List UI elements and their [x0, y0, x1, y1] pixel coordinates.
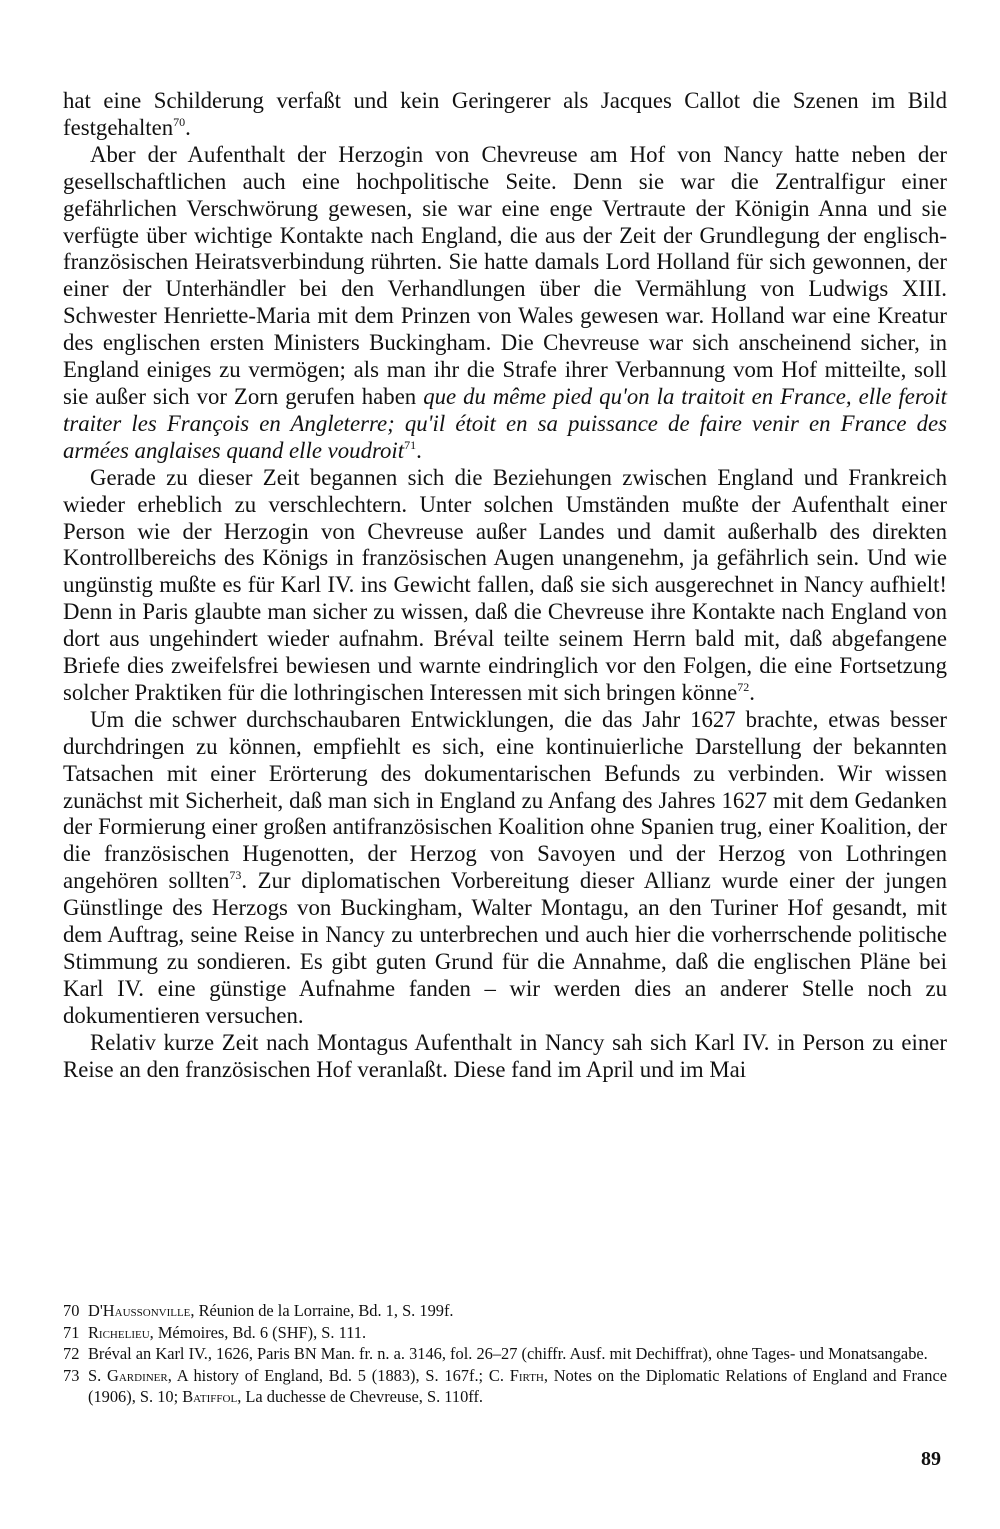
footnote-number: 70 — [63, 1301, 80, 1320]
footnote-reference[interactable]: 73 — [229, 868, 242, 883]
footnote-number: 72 — [63, 1344, 80, 1363]
footnote-author: D'Haussonville — [88, 1301, 191, 1320]
paragraph: Relativ kurze Zeit nach Montagus Aufenthalt in Nancy sah sich Karl IV. in Person zu einer Reise an den französischen Hof veranlaßt. Diese fand im April und im Mai — [63, 1029, 947, 1082]
footnote-number: 73 — [63, 1365, 80, 1385]
footnote: 71 Richelieu, Mémoires, Bd. 6 (SHF), S. 111. — [63, 1322, 367, 1342]
footnote: 73 S. Gardiner, A history of England, Bd. 5 (1883), S. 167f.; C. Firth, Notes on the Diplomatic Relations of England and France (1906), S. 10; Batiffol, La duchesse de Chevreuse, S. 110ff. — [63, 1365, 947, 1406]
page-number: 89 — [921, 1448, 941, 1470]
footnote: 72 Bréval an Karl IV., 1626, Paris BN Man. fr. n. a. 3146, fol. 26–27 (chiffr. Ausf. mit Dechiffrat), ohne Tages- und Monatsangabe. — [63, 1344, 928, 1363]
footnote-reference[interactable]: 71 — [404, 437, 417, 452]
footnote-author: S. Gardiner — [88, 1365, 168, 1385]
footnote-reference[interactable]: 70 — [173, 114, 186, 129]
footnote-number: 71 — [63, 1322, 80, 1342]
paragraph: Um die schwer durchschaubaren Entwicklungen, die das Jahr 1627 brachte, etwas besser durchdringen zu können, empfiehlt es sich, eine kontinuierliche Darstellung der bekannten Tatsachen mit einer Erörterung des dokumentarischen Befunds zu verbinden. Wir wissen zunächst mit Sicherheit, daß man sich in England zu Anfang des Jahres 1627 mit dem Gedanken der Formierung einer großen antifranzösischen Koalition ohne Spanien trug, einer Koalition, der die französischen Hugenotten, der Herzog von Savoyen und der Herzog von Lothringen angehören sollten$^{73}$. Zur diplomatischen Vorbereitung dieser Allianz wurde einer der jungen Günstlinge des Herzogs von Buckingham, Walter Montagu, an den Turiner Hof gesandt, mit dem Auftrag, seine Reise in Nancy zu unterbrechen und auch hier die vorherrschende politische Stimmung zu sondieren. Es gibt guten Grund für die Annahme, daß die englischen Pläne bei Karl IV. eine günstige Aufnahme fanden – wir werden dies an anderer Stelle noch zu dokumentieren versuchen. — [63, 706, 947, 1028]
footnote-author: Richelieu — [88, 1322, 150, 1342]
footnote-author: Batiffol — [182, 1387, 238, 1406]
footnote-author: C. Firth — [488, 1365, 544, 1385]
footnote-reference[interactable]: 72 — [737, 679, 750, 694]
paragraph: Gerade zu dieser Zeit begannen sich die Beziehungen zwischen England und Frankreich wieder erheblich zu verschlechtern. Unter solchen Umständen mußte der Aufenthalt einer Person wie der Herzogin von Chevreuse außer Landes und damit außerhalb des direkten Kontrollbereichs des Königs in französischen Augen unangenehm, ja gefährlich sein. Und wie ungünstig mußte es für Karl IV. ins Gewicht fallen, daß sie sich ausgerechnet in Nancy aufhielt! Denn in Paris glaubte man sicher zu wissen, daß die Chevreuse ihre Kontakte nach England von dort aus ungehindert wieder aufnahm. Bréval teilte seinem Herrn bald mit, daß abgefangene Briefe dies zweifelsfrei bewiesen und warnte eindringlich vor den Folgen, die eine Fortsetzung solcher Praktiken für die lothringischen Interessen mit sich bringen könne$^{72}$. — [63, 464, 947, 705]
footnotes — [63, 1300, 947, 1408]
body-text — [63, 88, 947, 1084]
footnote: 70 D'Haussonville, Réunion de la Lorraine, Bd. 1, S. 199f. — [63, 1301, 454, 1320]
paragraph: Aber der Aufenthalt der Herzogin von Chevreuse am Hof von Nancy hatte neben der gesellschaftlichen auch eine hochpolitische Seite. Denn sie war die Zentralfigur einer gefährlichen Verschwörung gewesen, sie war eine enge Vertraute der Königin Anna und sie verfügte über wichtige Kontakte nach England, die aus der Zeit der Grundlegung der englisch-französischen Heiratsverbindung rührten. Sie hatte damals Lord Holland für sich gewonnen, der einer der Unterhändler bei den Verhandlungen über die Vermählung von Ludwigs XIII. Schwester Henriette-Maria mit dem Prinzen von Wales gewesen war. Holland war eine Kreatur des englischen ersten Ministers Buckingham. Die Chevreuse war sich anscheinend sicher, in England einiges zu vermögen; als man ihr die Strafe ihrer Verbannung vom Hof mitteilte, soll sie außer sich vor Zorn gerufen haben que du même pied qu'on la traitoit en France, elle feroit traiter les François en Angleterre; qu'il étoit en sa puissance de faire venir en France des armées anglaises quand elle voudroit$^{71}$. — [63, 141, 947, 463]
paragraph: hat eine Schilderung verfaßt und kein Geringerer als Jacques Callot die Szenen im Bild festgehalten$^{70}$. — [63, 88, 947, 140]
french-quotation: que du même pied qu'on la traitoit en France, elle feroit traiter les François en Angleterre; qu'il étoit en sa puissance de faire venir en France des armées anglaises quand elle voudroit — [63, 383, 947, 463]
